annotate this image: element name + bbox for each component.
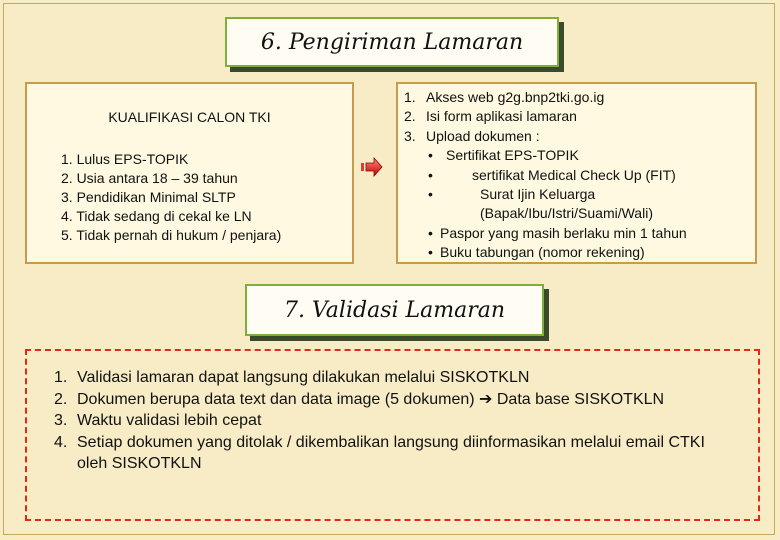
list-item: • sertifikat Medical Check Up (FIT): [428, 166, 676, 183]
list-item: • Sertifikat EPS-TOPIK: [428, 147, 579, 164]
steps-box: [396, 82, 757, 264]
kualifikasi-list: [61, 150, 281, 245]
list-item: 4. Tidak sedang di cekal ke LN: [61, 208, 252, 224]
list-item: • Surat Ijin Keluarga: [428, 186, 596, 203]
list-item: (Bapak/Ibu/Istri/Suami/Wali): [480, 205, 653, 222]
list-item: 5. Tidak pernah di hukum / penjara): [61, 227, 282, 243]
list-item: • Paspor yang masih berlaku min 1 tahun: [428, 224, 687, 241]
list-item: 3. Pendidikan Minimal SLTP: [61, 189, 236, 205]
steps-list: [404, 88, 687, 263]
kualifikasi-heading: KUALIFIKASI CALON TKI: [108, 109, 271, 125]
section-7-title: 7. Validasi Lamaran: [245, 284, 544, 336]
arrow-right-icon: [361, 157, 383, 177]
kualifikasi-box: [25, 82, 354, 264]
list-item: 2. Isi form aplikasi lamaran: [404, 108, 577, 125]
list-item: 2. Dokumen berupa data text dan data image (5 dokumen) ➔ Data base SISKOTKLN: [54, 390, 665, 408]
list-item: 1. Akses web g2g.bnp2tki.go.ig: [404, 89, 605, 105]
list-item: • Buku tabungan (nomor rekening): [428, 244, 645, 261]
validasi-list: [54, 367, 737, 475]
list-item: 3. Waktu validasi lebih cepat: [54, 412, 262, 430]
list-item: 1. Validasi lamaran dapat langsung dilakukan melalui SISKOTKLN: [54, 369, 530, 386]
validasi-box: [25, 349, 760, 521]
list-item: 1. Lulus EPS-TOPIK: [61, 151, 189, 167]
list-item: 2. Usia antara 18 – 39 tahun: [61, 170, 238, 186]
list-item: 3. Upload dokumen :: [404, 127, 540, 144]
section-6-title: 6. Pengiriman Lamaran: [225, 17, 559, 67]
list-item: 4. Setiap dokumen yang ditolak / dikembalikan langsung diinformasikan melalui email CTKI oleh SISKOTKLN: [54, 433, 705, 473]
